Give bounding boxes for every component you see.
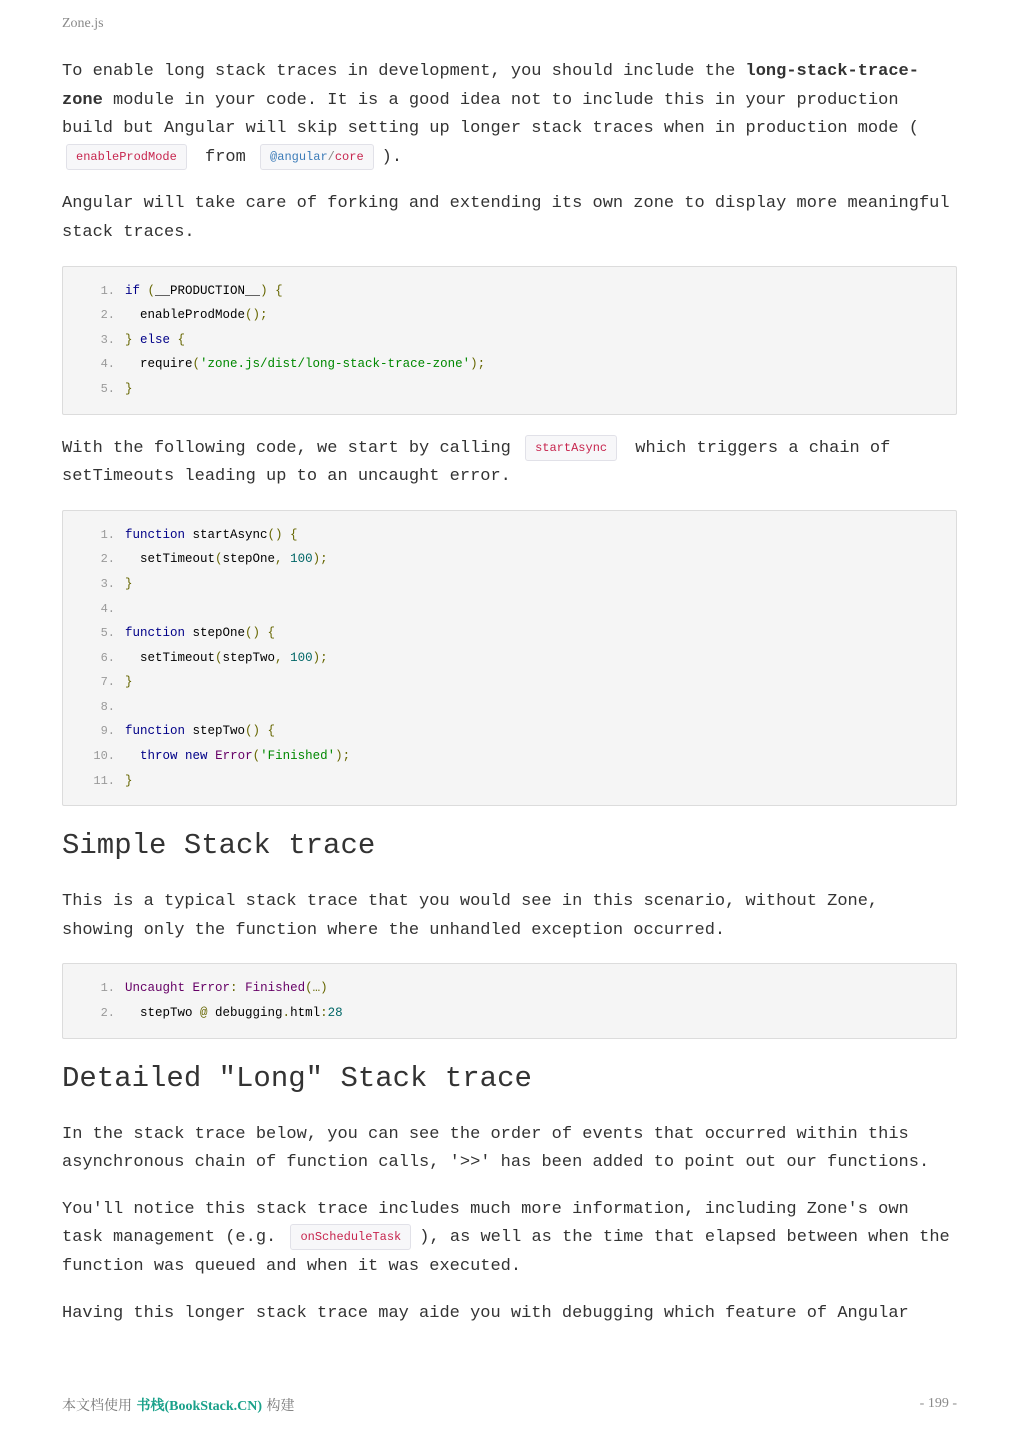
- code-line: [63, 303, 956, 328]
- code-text: [125, 1001, 343, 1026]
- code-line: [63, 621, 956, 646]
- paragraph-angular-forking: Angular will take care of forking and extending its own zone to display more meaningful stack traces.: [62, 194, 950, 242]
- code-token: stepOne: [185, 626, 246, 641]
- line-number: 8.: [100, 699, 115, 714]
- code-token: }: [125, 381, 133, 396]
- code-text: [125, 719, 275, 744]
- code-text: [125, 303, 268, 328]
- line-number: 2.: [100, 552, 115, 567]
- footer-text: 本文档使用: [62, 1398, 137, 1414]
- code-line: [63, 976, 956, 1001]
- code-token: 28: [327, 1006, 343, 1021]
- code-text: [125, 976, 328, 1001]
- footer-text: 构建: [262, 1398, 295, 1414]
- code-text: [125, 279, 283, 304]
- code-token: Uncaught: [125, 981, 186, 996]
- code-token: stepTwo: [125, 1006, 201, 1021]
- code-line: [63, 719, 956, 744]
- code-token: debugging: [207, 1006, 283, 1021]
- code-line: [63, 328, 956, 353]
- text-run: With the following code, we start by calling: [62, 438, 522, 458]
- code-token: setTimeout: [125, 650, 216, 665]
- code-token: [178, 749, 186, 763]
- code-line: [63, 769, 956, 794]
- code-line: [63, 547, 956, 572]
- code-line: [63, 572, 956, 597]
- inline-code-startasync: startAsync: [525, 435, 617, 461]
- paragraph-long-stack-intro: [62, 58, 957, 172]
- code-token: new: [185, 749, 208, 764]
- code-text: [125, 572, 133, 597]
- code-token: stepTwo: [222, 650, 276, 665]
- code-token: function: [125, 626, 186, 641]
- code-token: [208, 749, 216, 763]
- code-line: [63, 377, 956, 402]
- text-run: which triggers a chain of setTimeouts leading up to an uncaught error.: [62, 438, 891, 487]
- paragraph-zone-task-management: [62, 1196, 957, 1282]
- code-token: 100: [290, 552, 313, 567]
- code-token: () {: [245, 626, 276, 641]
- running-header: Zone.js: [62, 16, 104, 31]
- line-number: 2.: [100, 308, 115, 323]
- code-token: ,: [275, 552, 291, 567]
- code-token: require: [125, 357, 193, 372]
- code-token: (…): [305, 981, 328, 996]
- paragraph-longer-trace: Having this longer stack trace may aide you with debugging which feature of Angular: [62, 1303, 909, 1323]
- line-number: 9.: [100, 724, 115, 739]
- text-run: To enable long stack traces in development, you should include the: [62, 62, 746, 81]
- line-number: 3.: [100, 332, 115, 347]
- paragraph-order-of-events: In the stack trace below, you can see the order of events that occurred within this asynchronous chain of function calls, '>>' has been added to point out our functions.: [62, 1124, 930, 1173]
- code-token: core: [334, 149, 364, 164]
- code-token: [185, 981, 193, 995]
- code-line: [63, 352, 956, 377]
- code-token: startAsync: [185, 527, 268, 542]
- code-token: (: [192, 357, 201, 372]
- line-number: 1.: [100, 283, 115, 298]
- code-token: throw: [125, 749, 178, 764]
- code-token: ,: [275, 650, 291, 665]
- code-token: html: [290, 1006, 321, 1021]
- heading-detailed-stack-trace: Detailed "Long" Stack trace: [62, 1061, 532, 1095]
- code-token: (: [140, 283, 156, 298]
- code-token: setTimeout: [125, 552, 216, 567]
- code-text: [125, 670, 133, 695]
- code-token: /: [327, 149, 335, 164]
- code-line: [63, 695, 956, 720]
- code-text: [125, 744, 350, 769]
- code-line: [63, 597, 956, 622]
- code-token: __PRODUCTION__: [155, 283, 261, 298]
- document-body: [62, 58, 957, 1346]
- text-run: ).: [381, 147, 403, 167]
- code-text: [125, 523, 298, 548]
- code-token: .: [282, 1006, 291, 1021]
- code-token: 'zone.js/dist/long-stack-trace-zone': [200, 357, 471, 372]
- code-token: ();: [245, 308, 268, 323]
- paragraph-start-async: [62, 435, 957, 492]
- code-text: [125, 621, 275, 646]
- code-token: }: [125, 576, 133, 591]
- code-token: else: [140, 332, 171, 347]
- code-token: );: [335, 749, 351, 764]
- code-line: [63, 1001, 956, 1026]
- inline-code-enableprodmode: enableProdMode: [66, 144, 187, 170]
- code-token: Error: [215, 749, 253, 764]
- code-text: [125, 328, 185, 353]
- code-token: () {: [245, 724, 276, 739]
- code-token: }: [125, 773, 133, 788]
- line-number: 3.: [100, 576, 115, 591]
- code-token: () {: [267, 527, 298, 542]
- line-number: 6.: [100, 650, 115, 665]
- code-block-simple-trace: [62, 963, 957, 1038]
- code-token: }: [125, 675, 133, 690]
- code-token: );: [312, 650, 328, 665]
- code-token: @: [200, 1006, 208, 1021]
- line-number: 11.: [93, 773, 115, 788]
- code-line: [63, 523, 956, 548]
- line-number: 5.: [100, 626, 115, 641]
- code-text: [125, 547, 328, 572]
- code-token: 100: [290, 650, 313, 665]
- line-number: 10.: [93, 749, 115, 764]
- line-number: 4.: [100, 601, 115, 616]
- code-token: (: [252, 749, 261, 764]
- code-token: Finished: [245, 981, 306, 996]
- module-name-bold: long-stack-trace-zone: [62, 62, 919, 110]
- code-token: function: [125, 724, 186, 739]
- code-token: (: [215, 650, 223, 665]
- line-number: 7.: [100, 675, 115, 690]
- text-run: from: [194, 147, 257, 167]
- code-token: {: [170, 332, 186, 347]
- line-number: 1.: [100, 527, 115, 542]
- code-line: [63, 646, 956, 671]
- heading-simple-stack-trace: Simple Stack trace: [62, 829, 376, 863]
- code-block-production-check: [62, 266, 957, 415]
- line-number: 4.: [100, 357, 115, 372]
- page-number: - 199 -: [919, 1396, 957, 1411]
- code-token: (: [215, 552, 223, 567]
- footer-credit: [62, 1395, 295, 1415]
- text-run: You'll notice this stack trace includes much more information, including Zone's own task management (e.g.: [62, 1199, 909, 1248]
- code-text: [125, 769, 133, 794]
- line-number: 2.: [100, 1006, 115, 1021]
- code-line: [63, 744, 956, 769]
- code-token: :: [230, 981, 246, 996]
- code-block-async-chain: [62, 510, 957, 807]
- code-token: );: [470, 357, 486, 372]
- code-token: 'Finished': [260, 749, 336, 764]
- code-token: stepOne: [222, 552, 276, 567]
- code-token: function: [125, 527, 186, 542]
- text-run: ), as well as the time that elapsed between when the function was queued and when it was executed.: [62, 1228, 950, 1276]
- code-token: if: [125, 283, 141, 298]
- code-token: Error: [192, 981, 231, 996]
- bookstack-link[interactable]: 书栈(BookStack.CN): [136, 1399, 263, 1414]
- code-token: :: [320, 1006, 328, 1021]
- code-text: [125, 352, 485, 377]
- paragraph-typical-stack-trace: This is a typical stack trace that you would see in this scenario, without Zone, showing only the function where the unhandled exception occurred.: [62, 892, 879, 940]
- code-token: );: [312, 552, 328, 567]
- code-token: }: [125, 332, 141, 347]
- code-token: @angular: [270, 149, 328, 164]
- line-number: 1.: [100, 981, 115, 996]
- inline-code-angular-core: [260, 144, 374, 170]
- code-token: enableProdMode: [125, 308, 246, 323]
- code-text: [125, 646, 328, 671]
- text-run: module in your code. It is a good idea not to include this in your production build but Angular will skip setting up longer stack traces when in production mode (: [62, 90, 919, 139]
- code-token: ) {: [260, 283, 283, 298]
- code-line: [63, 670, 956, 695]
- line-number: 5.: [100, 381, 115, 396]
- code-token: stepTwo: [185, 724, 246, 739]
- inline-code-onscheduletask: onScheduleTask: [290, 1224, 411, 1250]
- code-text: [125, 377, 133, 402]
- code-line: [63, 279, 956, 304]
